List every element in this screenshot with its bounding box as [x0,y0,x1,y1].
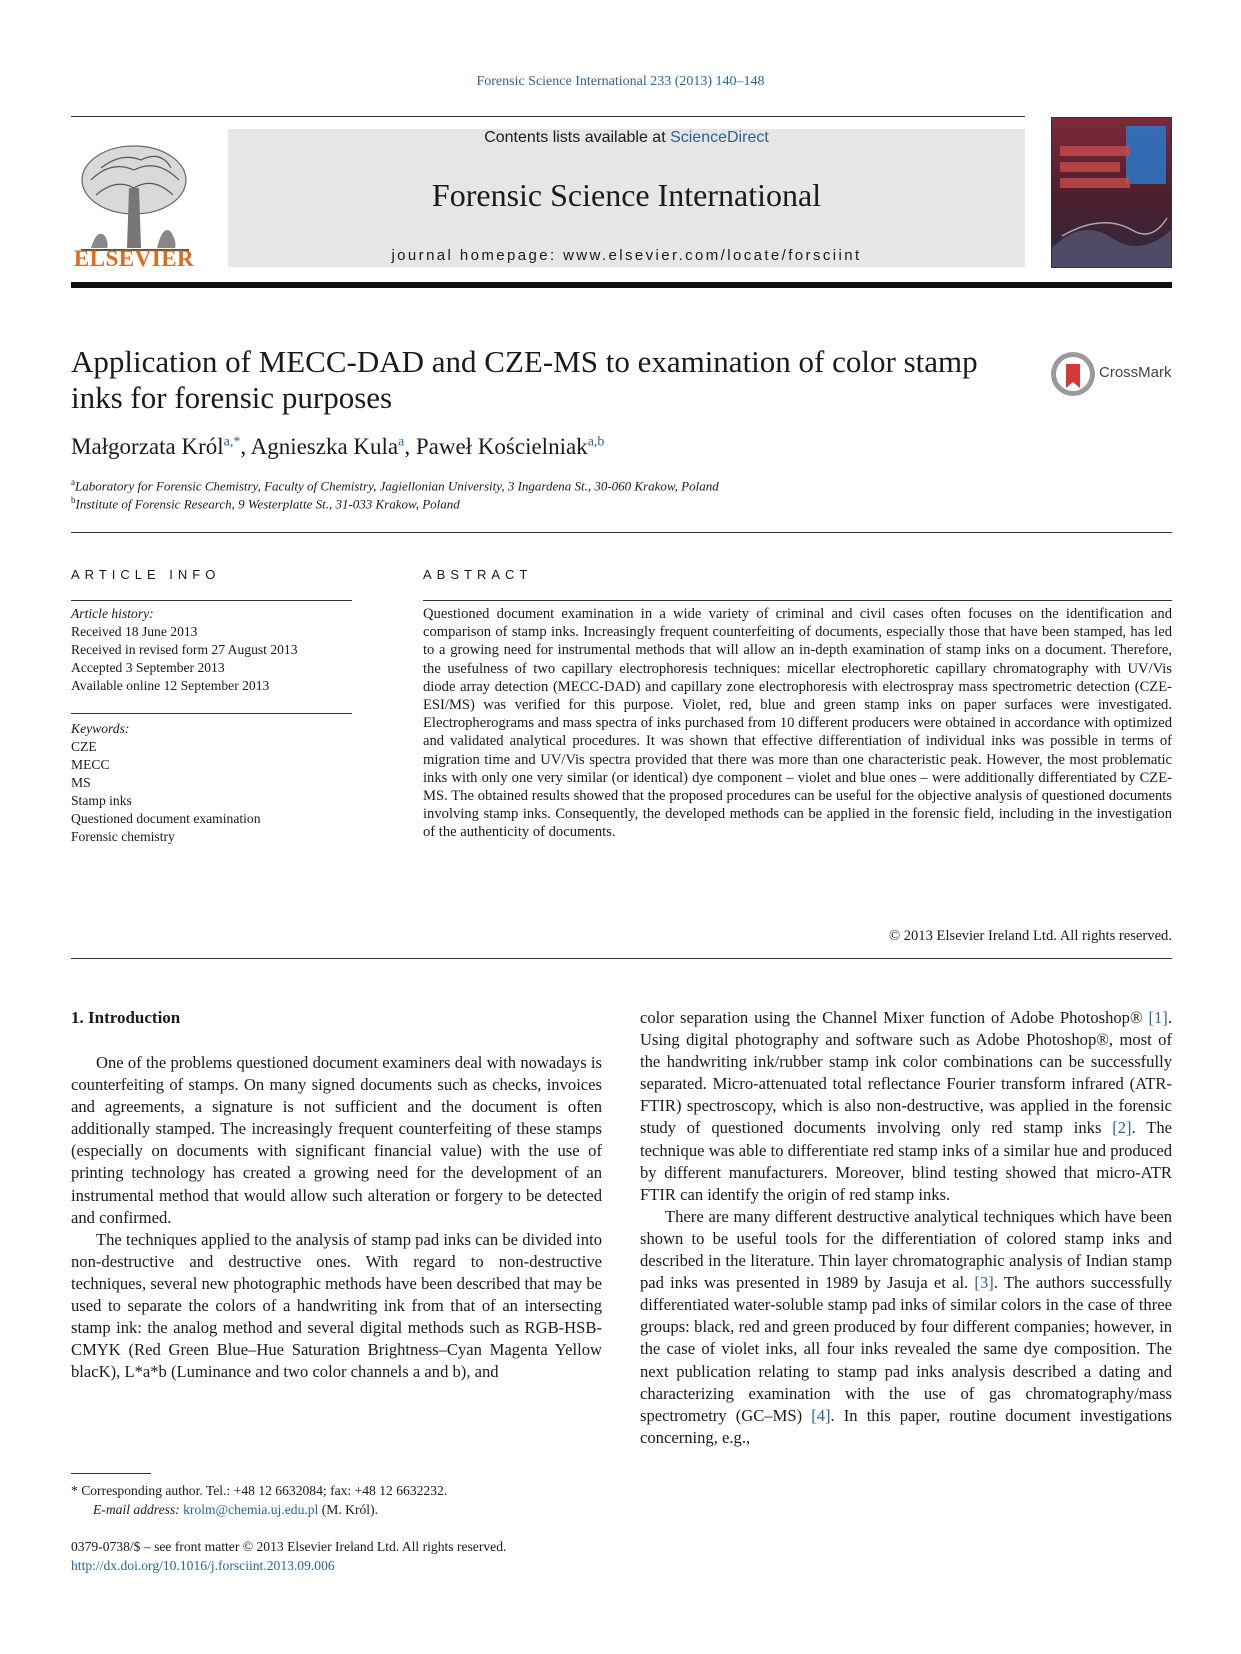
footnote-divider [71,1473,151,1474]
title-divider [71,532,1172,533]
keyword-item: Forensic chemistry [71,829,175,844]
keyword-item: MS [71,775,91,790]
doi-link[interactable]: http://dx.doi.org/10.1016/j.forsciint.2013.09.006 [71,1558,335,1573]
keywords-divider [71,713,352,714]
top-divider [71,116,1025,117]
keyword-item: Questioned document examination [71,811,261,826]
footnote-line [71,1481,447,1500]
author-separator: , [404,434,416,459]
paragraph [640,1206,1172,1449]
journal-homepage[interactable]: journal homepage: www.elsevier.com/locate/forsciint [391,247,862,264]
journal-cover-image [1051,117,1172,268]
paper-title: Application of MECC-DAD and CZE-MS to examination of color stamp inks for forensic purposes [71,344,978,415]
author-name: Małgorzata Król [71,434,224,459]
affiliation-label: a [71,477,75,487]
history-item: Accepted 3 September 2013 [71,660,225,675]
paragraph [640,1007,1172,1206]
reference-link-2[interactable]: [2] [1112,1118,1132,1138]
text-run: There are many different destructive analytical techniques which have been shown to be useful tools for the differentiation of colored stamp inks and described in the literature. Thin layer chromatographic analysis of Indian stamp pad inks was presented in 1989 by Jasuja et al. [640,1206,1172,1293]
reference-link-3[interactable]: [3] [974,1273,994,1293]
text-run: . The technique was able to differentiate red stamp inks of a similar hue and produced by different manufacturers. Moreover, blind testing showed that micro-ATR FTIR can identify the origin of red stamp inks. [640,1118,1172,1204]
abstract-divider [423,600,1172,601]
elsevier-wordmark: ELSEVIER [73,246,195,271]
history-item: Received 18 June 2013 [71,624,198,639]
keywords-label: Keywords: [71,721,130,736]
article-history [71,605,352,695]
sciencedirect-link[interactable]: ScienceDirect [670,129,769,146]
paragraph: One of the problems questioned document examiners deal with nowadays is counterfeiting of stamps. On many signed documents such as checks, invoices and agreements, a signature is not sufficient and the document is often additionally stamped. The increasingly frequent counterfeiting of these stamps (especially on documents with significant financial value) with the use of printing technology has created a growing need for the development of an instrumental method that would allow such alteration or forgery to be detected and confirmed. [71,1053,602,1227]
keyword-item: CZE [71,739,97,754]
affiliation-text: Institute of Forensic Research, 9 Westerplatte St., 31-033 Krakow, Poland [75,496,460,512]
corresponding-author-footnote [71,1481,447,1519]
author-name: Paweł Kościelniak [415,434,588,459]
author-affiliation-marker[interactable]: a,* [223,434,241,450]
affiliation-label: b [71,495,76,505]
reference-link-4[interactable]: [4] [811,1405,831,1425]
abstract-text: Questioned document examination in a wide variety of criminal and civil cases often focuses on the identification and comparison of stamp inks. Increasingly frequent counterfeiting of documents, especially those that have been stamped, has led to a growing need for instrumental methods that will allow an in-depth examination of stamp inks on a document. Therefore, the usefulness of two capillary electrophoresis techniques: micellar electrophoretic capillary chromatography with UV/Vis diode array detection (MECC-DAD) and capillary zone electrophoresis with electrospray mass spectrometric detection (CZE-ESI/MS) was verified for this purpose. Violet, red, blue and green stamp inks on paper surfaces were investigated. Electropherograms and mass spectra of inks purchased from 10 different producers were obtained in accordance with optimized and validated analytical procedures. It was shown that effective differentiation of individual inks was possible in terms of migration time and UV/Vis spectra provided that there was more than one characteristic peak. However, the most problematic inks with only one very similar (or identical) dye component – violet and blue ones – were additionally differentiated by CZE-MS. The obtained results showed that the proposed procedures can be useful for the objective analysis of questioned documents involving stamp inks. Consequently, the developed methods can be applied in the forensic field, including in the investigation of the authenticity of documents. [423,606,1172,841]
text-run: color separation using the Channel Mixer function of Adobe Photoshop® [640,1008,1149,1027]
body-column-right [640,1007,1172,1449]
text-run: . The authors successfully differentiated water-soluble stamp pad inks of similar colors in the case of three groups: black, red and green produced by four different companies; however, in the case of violet inks, all four inks revealed the same dye composition. The next publication relating to stamp pad inks analysis described a dating and characterizing examination with the use of gas chromatography/mass spectrometry (GC–MS) [640,1273,1173,1425]
article-info-divider [71,600,352,601]
article-info-heading: ARTICLE INFO [71,567,221,582]
header-thick-divider [71,282,1172,288]
abstract-end-divider [71,958,1172,959]
email-link[interactable]: krolm@chemia.uj.edu.pl [183,1502,319,1517]
affiliation-b [71,495,460,512]
footnote-marker: * [71,1483,78,1498]
keywords [71,720,352,846]
affiliation-text: Laboratory for Forensic Chemistry, Faculty of Chemistry, Jagiellonian University, 3 Ingardena St., 30-060 Krakow, Poland [75,478,719,494]
contents-line [228,129,1025,147]
text-run: . Using digital photography and software such as Adobe Photoshop®, most of the handwriting ink/rubber stamp ink color combinations can be successfully separated. Micro-attenuated total reflectance Fourier transform infrared (ATR-FTIR) spectroscopy, which is also non-destructive, was applied in the forensic study of questioned documents involving only red stamp inks [640,1008,1172,1138]
history-item: Available online 12 September 2013 [71,678,270,693]
abstract-copyright: © 2013 Elsevier Ireland Ltd. All rights reserved. [888,928,1172,944]
author-affiliation-marker[interactable]: a,b [587,434,605,450]
affiliation-a [71,477,719,494]
paragraph: The techniques applied to the analysis of stamp pad inks can be divided into non-destructive and destructive ones. With regard to non-destructive techniques, several new photographic methods have been described that may be used to separate the colors of a handwriting ink from that of an intersecting stamp ink: the analog method and several digital methods such as RGB-HSB-CMYK (Red Green Blue–Hue Saturation Brightness–Cyan Magenta Yellow blacK), L*a*b (Luminance and two color channels a and b), and [71,1229,602,1382]
email-label: E-mail address: [93,1502,184,1517]
author-list [71,434,604,460]
email-line [71,1500,447,1519]
footnote-text: Corresponding author. Tel.: +48 12 6632084; fax: +48 12 6632232. [77,1483,448,1498]
reference-link-1[interactable]: [1] [1148,1008,1168,1027]
history-item: Received in revised form 27 August 2013 [71,642,298,657]
contents-prefix: Contents lists available at [484,129,671,146]
crossmark-label[interactable]: CrossMark [1099,364,1172,381]
email-owner: (M. Król). [318,1502,378,1517]
author-affiliation-marker[interactable]: a [398,434,405,450]
author-name: Agnieszka Kula [250,434,399,459]
text-run: . In this paper, routine document investigations concerning, e.g., [640,1405,1172,1447]
author-separator: , [240,434,251,459]
abstract-heading: ABSTRACT [423,567,533,582]
front-matter [71,1537,506,1575]
body-column-left [71,1052,602,1383]
section-heading-introduction: 1. Introduction [71,1008,181,1027]
journal-title: Forensic Science International [431,177,822,213]
front-matter-text: 0379-0738/$ – see front matter © 2013 Elsevier Ireland Ltd. All rights reserved. [71,1539,507,1554]
cover-art [1052,118,1172,268]
journal-reference-link[interactable]: Forensic Science International 233 (2013) 140–148 [476,74,765,89]
keyword-item: MECC [71,757,110,772]
keyword-item: Stamp inks [71,793,132,808]
history-label: Article history: [71,606,154,621]
